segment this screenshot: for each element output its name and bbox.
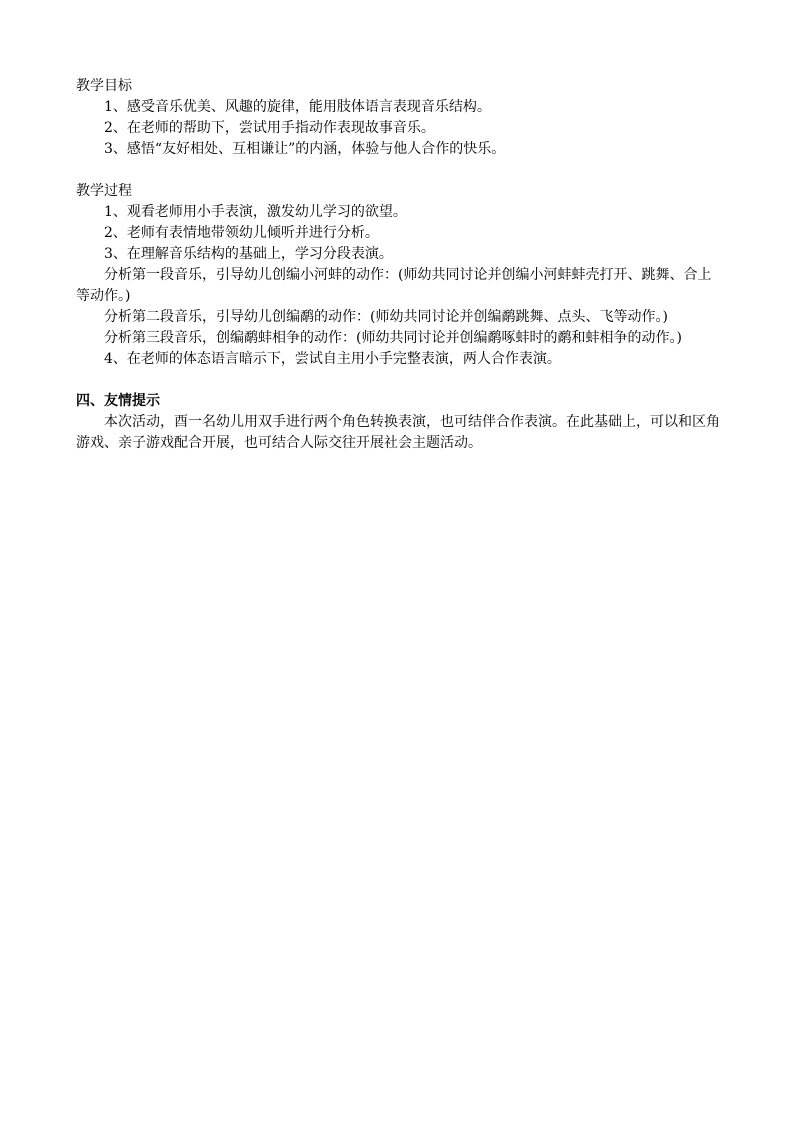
goal-item-3: 3、感悟“友好相处、互相谦让”的内涵，体验与他人合作的快乐。	[104, 141, 506, 157]
process-analysis-2: 分析第二段音乐，引导幼儿创编鹬的动作：(师幼共同讨论并创编鹬跳舞、点头、飞等动作。)	[104, 309, 668, 325]
process-item-1: 1、观看老师用小手表演，激发幼儿学习的欲望。	[104, 204, 407, 220]
goal-item-1: 1、感受音乐优美、风趣的旋律，能用肢体语言表现音乐结构。	[104, 99, 491, 115]
process-heading: 教学过程	[76, 183, 132, 199]
process-analysis-3: 分析第三段音乐，创编鹬蚌相争的动作：(师幼共同讨论并创编鹬啄蚌时的鹬和蚌相争的动作。)	[104, 330, 682, 346]
process-item-3: 3、在理解音乐结构的基础上，学习分段表演。	[104, 246, 393, 262]
goal-item-2: 2、在老师的帮助下，尝试用手指动作表现故事音乐。	[104, 120, 435, 136]
spacer	[76, 160, 720, 181]
process-item-2: 2、老师有表情地带领幼儿倾听并进行分析。	[104, 225, 379, 241]
process-item-4: 4、在老师的体态语言暗示下，尝试自主用小手完整表演，两人合作表演。	[104, 351, 561, 367]
document-body	[76, 76, 720, 454]
goals-heading: 教学目标	[76, 78, 132, 94]
process-analysis-1: 分析第一段音乐，引导幼儿创编小河蚌的动作：(师幼共同讨论并创编小河蚌蚌壳打开、跳舞、合上等动作。)	[76, 267, 712, 304]
tips-heading: 四、友情提示	[76, 393, 160, 409]
tips-paragraph: 本次活动，酉一名幼儿用双手进行两个角色转换表演，也可结伴合作表演。在此基础上，可以和区角游戏、亲子游戏配合开展，也可结合人际交往开展社会主题活动。	[76, 414, 720, 451]
spacer	[76, 370, 720, 391]
